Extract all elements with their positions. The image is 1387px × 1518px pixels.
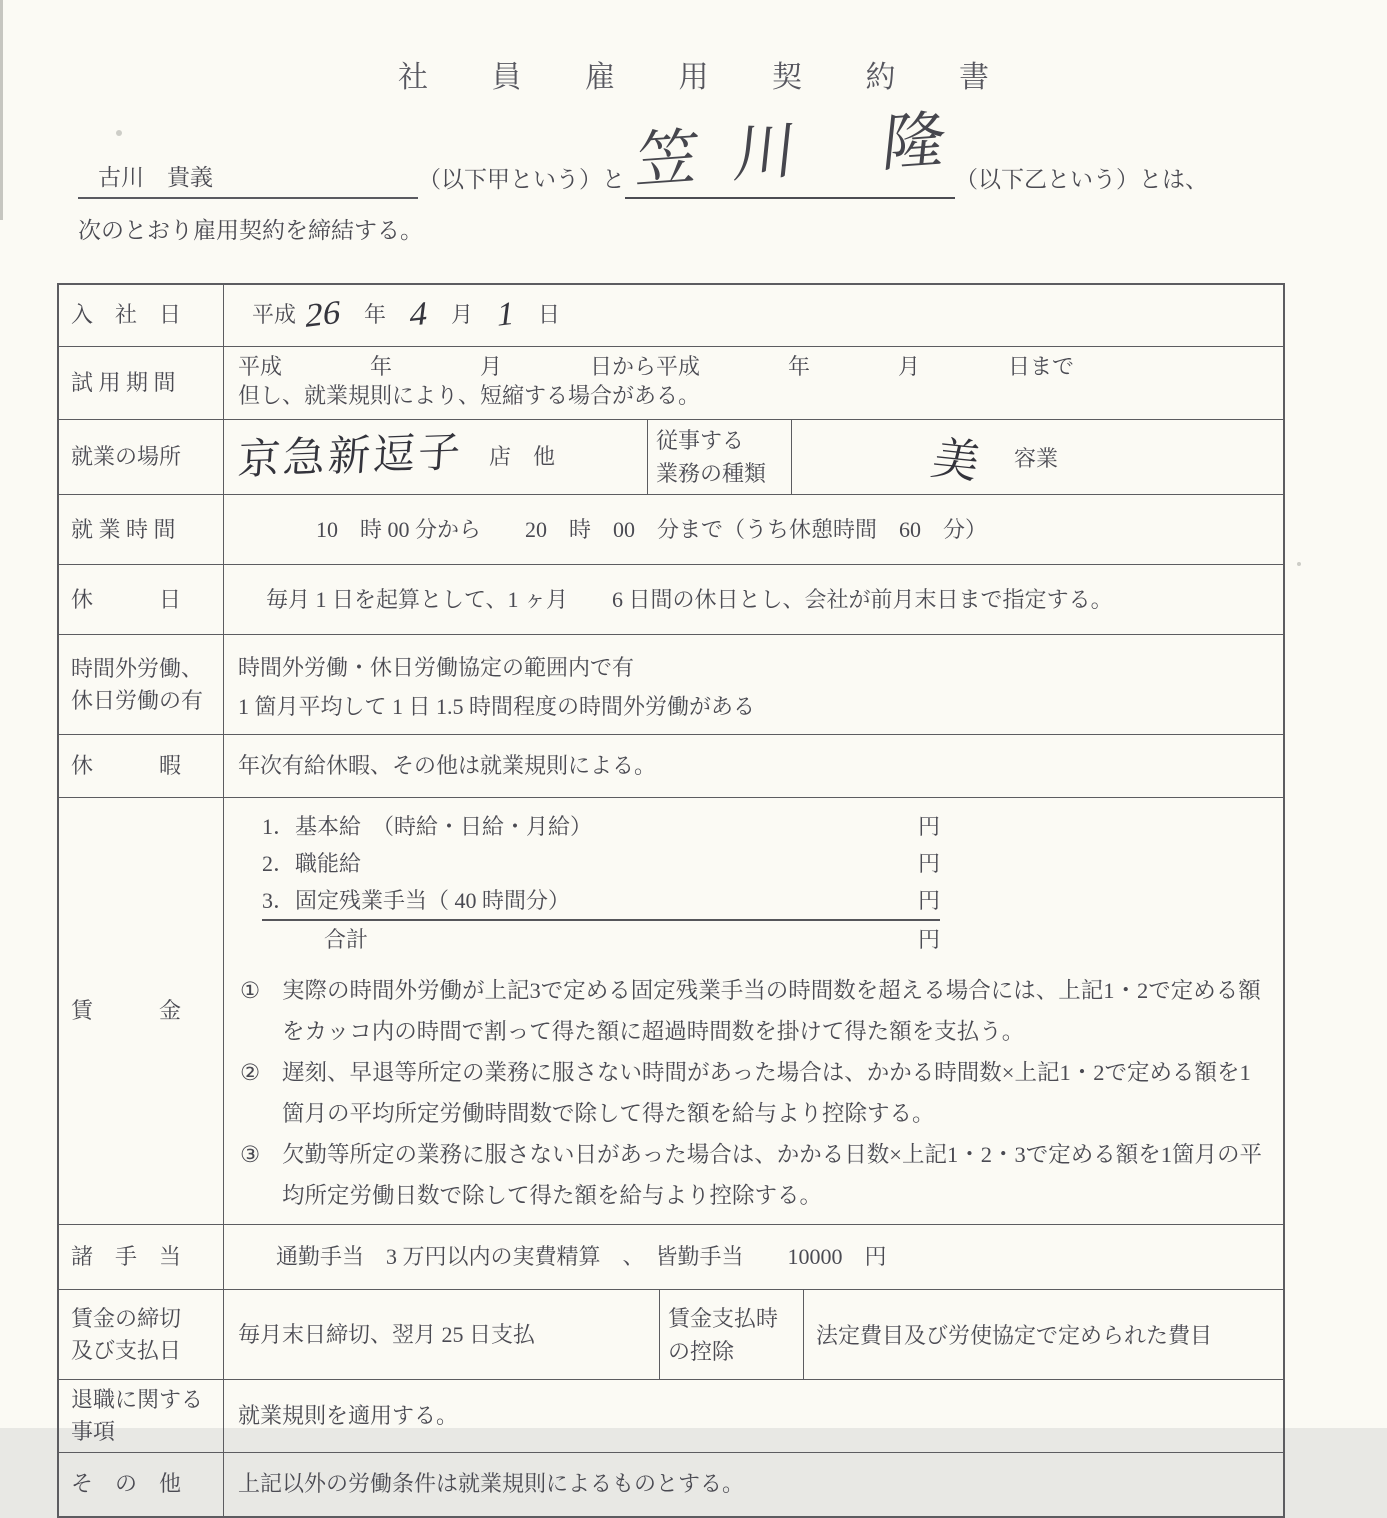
working-hours-label: 就 業 時 間 [59,495,224,564]
row-working-hours [59,495,1283,565]
business-type-suffix: 容業 [1014,445,1059,471]
party-line [78,103,1348,199]
wage-item-skill: 2． 職能給 円 [262,851,940,877]
row-vacation [59,735,1283,798]
payroll-deduction-label: 賃金支払時 の控除 [659,1290,804,1379]
contract-table [57,283,1285,1518]
employee-signature-handwriting: 笠川 隆 [632,103,985,197]
wage-notes [224,960,1283,1224]
overtime-line1: 時間外労働・休日労働協定の範囲内で有 [238,655,635,681]
retirement-label: 退職に関する 事項 [59,1380,224,1452]
month-handwriting: 4 [407,295,430,334]
row-workplace [59,420,1283,495]
year-handwriting: 26 [303,294,343,335]
trial-period-line1: 平成 年 月 日から平成 年 月 日まで [238,353,1075,379]
allowances-label: 諸 手 当 [59,1225,224,1289]
business-type-handwriting: 美 [927,433,986,488]
other-value: 上記以外の労働条件は就業規則によるものとする。 [238,1471,745,1497]
month-unit: 月 [451,302,474,328]
payday-value: 毎月末日締切、翌月 25 日支払 [238,1321,536,1347]
trial-period-line2: 但し、就業規則により、短縮する場合がある。 [238,383,701,409]
trial-period-label: 試 用 期 間 [59,347,224,419]
wage-note-1: ① 実際の時間外労働が上記3で定める固定残業手当の時間数を超える場合には、上記1・2で定める額をカッコ内の時間で割って得た額に超過時間数を掛けて得た額を支払う。 [240,978,1261,1045]
row-join-date [59,285,1283,347]
retirement-value: 就業規則を適用する。 [238,1402,459,1428]
overtime-value [224,635,1283,734]
party-section [78,103,1348,250]
payday-label: 賃金の締切 及び支払日 [59,1290,224,1379]
row-allowances [59,1225,1283,1290]
workplace-handwriting: 京急新逗子 [236,429,465,484]
scan-artifact-edge [0,0,3,220]
holidays-label: 休 日 [59,565,224,634]
row-wages [59,798,1283,1225]
business-type-value [792,420,1283,494]
wages-value [224,798,1283,1224]
intro-line: 次のとおり雇用契約を締結する。 [78,217,423,243]
wage-item-base: 1． 基本給 （時給・日給・月給） 円 [262,814,940,840]
other-label: そ の 他 [59,1453,224,1516]
overtime-label: 時間外労働、 休日労働の有 [59,635,224,734]
holidays-value: 毎月 1 日を起算として、1 ヶ月 6 日間の休日とし、会社が前月末日まで指定する。 [266,586,1113,612]
row-overtime [59,635,1283,735]
document-title: 社 員 雇 用 契 約 書 [398,61,1017,94]
day-handwriting: 1 [494,295,517,334]
wage-item-fixed-overtime: 3． 固定残業手当（ 40 時間分） 円 [262,882,940,921]
wage-list [224,798,1283,960]
wage-note-3: ③ 欠勤等所定の業務に服さない日があった場合は、かかる日数×上記1・2・3で定める額を1箇月の平均所定労働日数で除して得た額を給与より控除する。 [240,1142,1262,1209]
row-retirement [59,1380,1283,1453]
row-holidays [59,565,1283,635]
join-date-value [224,285,1283,346]
employer-name-line [78,160,418,199]
year-unit: 年 [364,302,387,328]
business-type-label: 従事する 業務の種類 [647,420,792,494]
vacation-value: 年次有給休暇、その他は就業規則による。 [238,753,657,779]
row-other [59,1453,1283,1516]
wages-label: 賃 金 [59,798,224,1224]
era-text: 平成 [252,302,297,328]
scan-artifact-dot [116,130,122,136]
scan-artifact-dot [1297,562,1301,566]
day-unit: 日 [538,302,561,328]
after-signature-text: （以下乙という）とは、 [955,167,1208,192]
vacation-label: 休 暇 [59,735,224,797]
row-trial-period [59,347,1283,420]
workplace-label: 就業の場所 [59,420,224,494]
trial-period-value [224,347,1283,419]
row-payday [59,1290,1283,1380]
workplace-suffix: 店 他 [489,444,556,470]
allowances-value: 通勤手当 3 万円以内の実費精算 、 皆勤手当 10000 円 [276,1244,887,1270]
wage-item-total: 合計 円 [324,927,940,953]
payroll-deduction-value: 法定費目及び労使協定で定められた費目 [816,1323,1213,1349]
after-employer-text: （以下甲という）と [418,167,625,192]
join-date-label: 入 社 日 [59,285,224,346]
overtime-line2: 1 箇月平均して 1 日 1.5 時間程度の時間外労働がある [238,693,756,719]
working-hours-value: 10 時 00 分から 20 時 00 分まで（うち休憩時間 60 分） [316,516,988,542]
wage-note-2: ② 遅刻、早退等所定の業務に服さない時間があった場合は、かかる時間数×上記1・2で定める額を1箇月の平均所定労働時間数で除して得た額を給与より控除する。 [240,1060,1251,1127]
employer-name: 古川 貴義 [98,165,213,190]
workplace-value [224,420,647,494]
employee-signature-line [625,103,985,199]
